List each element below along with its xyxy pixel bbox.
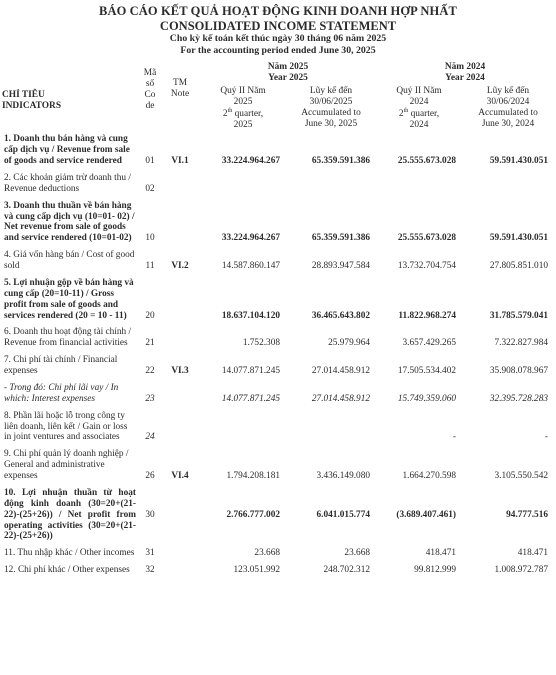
row-note: VI.4: [171, 471, 189, 482]
row-acc-2024: 59.591.430.051: [489, 233, 548, 244]
row-q2-2025: 14.587.860.147: [221, 261, 280, 272]
table-row: [2, 352, 554, 380]
row-note: [160, 485, 200, 545]
row-acc-2025: 25.979.964: [328, 338, 370, 349]
row-label: 9. Chi phí quản lý doanh nghiệp / General and administrative expenses: [4, 449, 129, 482]
row-acc-2025: 3.436.149.080: [316, 471, 370, 482]
table-row: [2, 545, 554, 562]
table-row: [2, 446, 554, 485]
row-acc-2025: 248.702.312: [323, 565, 370, 576]
row-note: [160, 170, 200, 198]
row-q2-2024: 25.555.673.028: [397, 233, 456, 244]
row-acc-2024: 1.008.972.787: [494, 565, 548, 576]
row-note: [160, 380, 200, 408]
column-header-q2-2024: Quý II Năm 2024 2th quarter, 2024: [396, 86, 442, 131]
column-header-year-2025: Năm 2025 Year 2025: [267, 62, 309, 84]
table-row: [2, 247, 554, 275]
row-acc-2024: 35.908.078.967: [489, 366, 548, 377]
row-note: VI.1: [171, 156, 189, 167]
row-acc-2024: 59.591.430.051: [489, 156, 548, 167]
row-q2-2024: 13.732.704.754: [397, 261, 456, 272]
row-label: - Trong đó: Chi phí lãi vay / In which: Interest expenses: [4, 382, 119, 404]
row-code: 20: [145, 310, 155, 321]
column-header-q2-2025: Quý II Năm 2025 2th quarter, 2025: [220, 86, 266, 131]
row-acc-2024: 32.395.728.283: [489, 393, 548, 404]
table-row: [2, 485, 554, 545]
row-acc-2025: 65.359.591.386: [311, 156, 370, 167]
row-acc-2025: 28.893.947.584: [311, 261, 370, 272]
column-header-acc-2025: Lũy kế đến 30/06/2025 Accumulated to June 30, 2025: [301, 86, 361, 130]
row-acc-2024: 3.105.550.542: [494, 471, 548, 482]
row-code: 30: [145, 509, 155, 520]
row-acc-2025: 36.465.643.802: [311, 310, 370, 321]
row-q2-2025: 1.794.208.181: [226, 471, 280, 482]
row-q2-2025: 1.752.308: [242, 338, 280, 349]
column-header-indicator: CHỈ TIÊU INDICATORS: [2, 89, 62, 111]
row-label: 1. Doanh thu bán hàng và cung cấp dịch vụ / Revenue from sale of goods and service rendered: [4, 134, 130, 167]
row-label: 7. Chi phí tài chính / Financial expenses: [4, 355, 118, 377]
row-acc-2024: 7.322.827.984: [494, 338, 548, 349]
row-acc-2025: 27.014.458.912: [311, 393, 370, 404]
row-q2-2024: 25.555.673.028: [397, 156, 456, 167]
row-acc-2024: 27.805.851.010: [489, 261, 548, 272]
row-label: 10. Lợi nhuận thuần từ hoạt động kinh doanh (30=20+(21-22)-(25+26)) / Net profit from operating activities (30=20+(21-22)-(25+26)): [4, 487, 136, 542]
table-row: [2, 408, 554, 447]
row-acc-2024: 418.471: [517, 548, 548, 559]
row-q2-2025: 23.668: [254, 548, 280, 559]
row-code: 23: [145, 393, 155, 404]
row-q2-2024: 17.505.534.402: [397, 366, 456, 377]
period-vi: Cho kỳ kế toán kết thúc ngày 30 tháng 06 năm 2025: [169, 33, 387, 45]
row-acc-2025: 23.668: [344, 548, 370, 559]
row-label: 4. Giá vốn hàng bán / Cost of good sold: [4, 250, 135, 272]
row-acc-2025: 27.014.458.912: [311, 366, 370, 377]
row-note: [160, 545, 200, 562]
row-code: 24: [145, 432, 155, 443]
row-q2-2024: [376, 170, 462, 198]
row-note: VI.2: [171, 261, 189, 272]
title-en: CONSOLIDATED INCOME STATEMENT: [159, 18, 397, 33]
row-note: [160, 408, 200, 447]
row-code: 11: [145, 261, 155, 272]
table-row: [2, 275, 554, 325]
column-header-year-2024: Năm 2024 Year 2024: [444, 62, 486, 84]
row-label: 2. Các khoản giảm trừ doanh thu / Revenue deductions: [4, 172, 131, 194]
row-q2-2024: -: [452, 432, 456, 443]
row-q2-2025: 14.077.871.245: [221, 393, 280, 404]
row-q2-2024: (3.689.407.461): [396, 509, 456, 520]
row-q2-2025: [200, 170, 286, 198]
row-q2-2025: [200, 408, 286, 447]
row-q2-2025: 2.766.777.002: [226, 509, 280, 520]
row-acc-2025: 6.041.015.774: [316, 509, 370, 520]
row-label: 3. Doanh thu thuần về bán hàng và cung cấp dịch vụ (10=01- 02) / Net revenue from sale of goods and service rendered (10=01-02): [4, 200, 135, 244]
row-q2-2024: 3.657.429.265: [402, 338, 456, 349]
row-label: 12. Chi phí khác / Other expenses: [4, 565, 130, 576]
table-row: [2, 562, 554, 579]
row-label: 5. Lợi nhuận gộp về bán hàng và cung cấp (20=10-11) / Gross profit from sale of goods and services rendered (20 = 10 - 11): [4, 277, 134, 321]
row-code: 10: [145, 233, 155, 244]
row-acc-2024: 31.785.579.041: [489, 310, 548, 321]
row-q2-2025: 18.637.104.120: [221, 310, 280, 321]
period-en: For the accounting period ended June 30, 2025: [180, 44, 376, 56]
row-acc-2024: -: [544, 432, 548, 443]
row-code: 26: [145, 471, 155, 482]
row-q2-2025: 123.051.992: [233, 565, 280, 576]
row-q2-2025: 14.077.871.245: [221, 366, 280, 377]
row-q2-2025: 33.224.964.267: [221, 156, 280, 167]
row-label: 11. Thu nhập khác / Other incomes: [4, 548, 135, 559]
column-header-acc-2024: Lũy kế đến 30/06/2024 Accumulated to June 30, 2024: [478, 86, 538, 130]
table-row: [2, 380, 554, 408]
row-note: [160, 275, 200, 325]
column-header-note: TM Note: [170, 78, 190, 100]
row-q2-2024: 418.471: [425, 548, 456, 559]
row-q2-2024: 99.812.999: [414, 565, 456, 576]
income-statement-table: [2, 56, 554, 579]
title-vi: BÁO CÁO KẾT QUẢ HOẠT ĐỘNG KINH DOANH HỢP NHẤT: [99, 4, 457, 18]
row-acc-2025: [286, 408, 376, 447]
row-q2-2024: 11.822.968.274: [398, 310, 456, 321]
row-note: [160, 562, 200, 579]
column-header-code: Mã số Co de: [143, 68, 157, 112]
table-row: [2, 131, 554, 170]
row-label: 6. Doanh thu hoạt động tài chính / Revenue from financial activities: [4, 327, 132, 349]
row-code: 22: [145, 366, 155, 377]
table-row: [2, 170, 554, 198]
row-code: 31: [145, 548, 155, 559]
row-acc-2024: [462, 170, 554, 198]
row-acc-2024: 94.777.516: [506, 509, 548, 520]
row-note: [160, 198, 200, 248]
table-row: [2, 198, 554, 248]
row-code: 21: [145, 338, 155, 349]
row-acc-2025: [286, 170, 376, 198]
row-code: 32: [145, 565, 155, 576]
row-code: 01: [145, 156, 155, 167]
report-header: [0, 0, 556, 56]
row-acc-2025: 65.359.591.386: [311, 233, 370, 244]
row-label: 8. Phần lãi hoặc lỗ trong công ty liên doanh, liên kết / Gain or loss in joint ventures and associates: [4, 410, 128, 443]
row-q2-2024: 1.664.270.598: [402, 471, 456, 482]
row-q2-2024: 15.749.359.060: [397, 393, 456, 404]
table-row: [2, 324, 554, 352]
row-code: 02: [145, 183, 155, 194]
row-note: VI.3: [171, 366, 189, 377]
row-q2-2025: 33.224.964.267: [221, 233, 280, 244]
row-note: [160, 324, 200, 352]
